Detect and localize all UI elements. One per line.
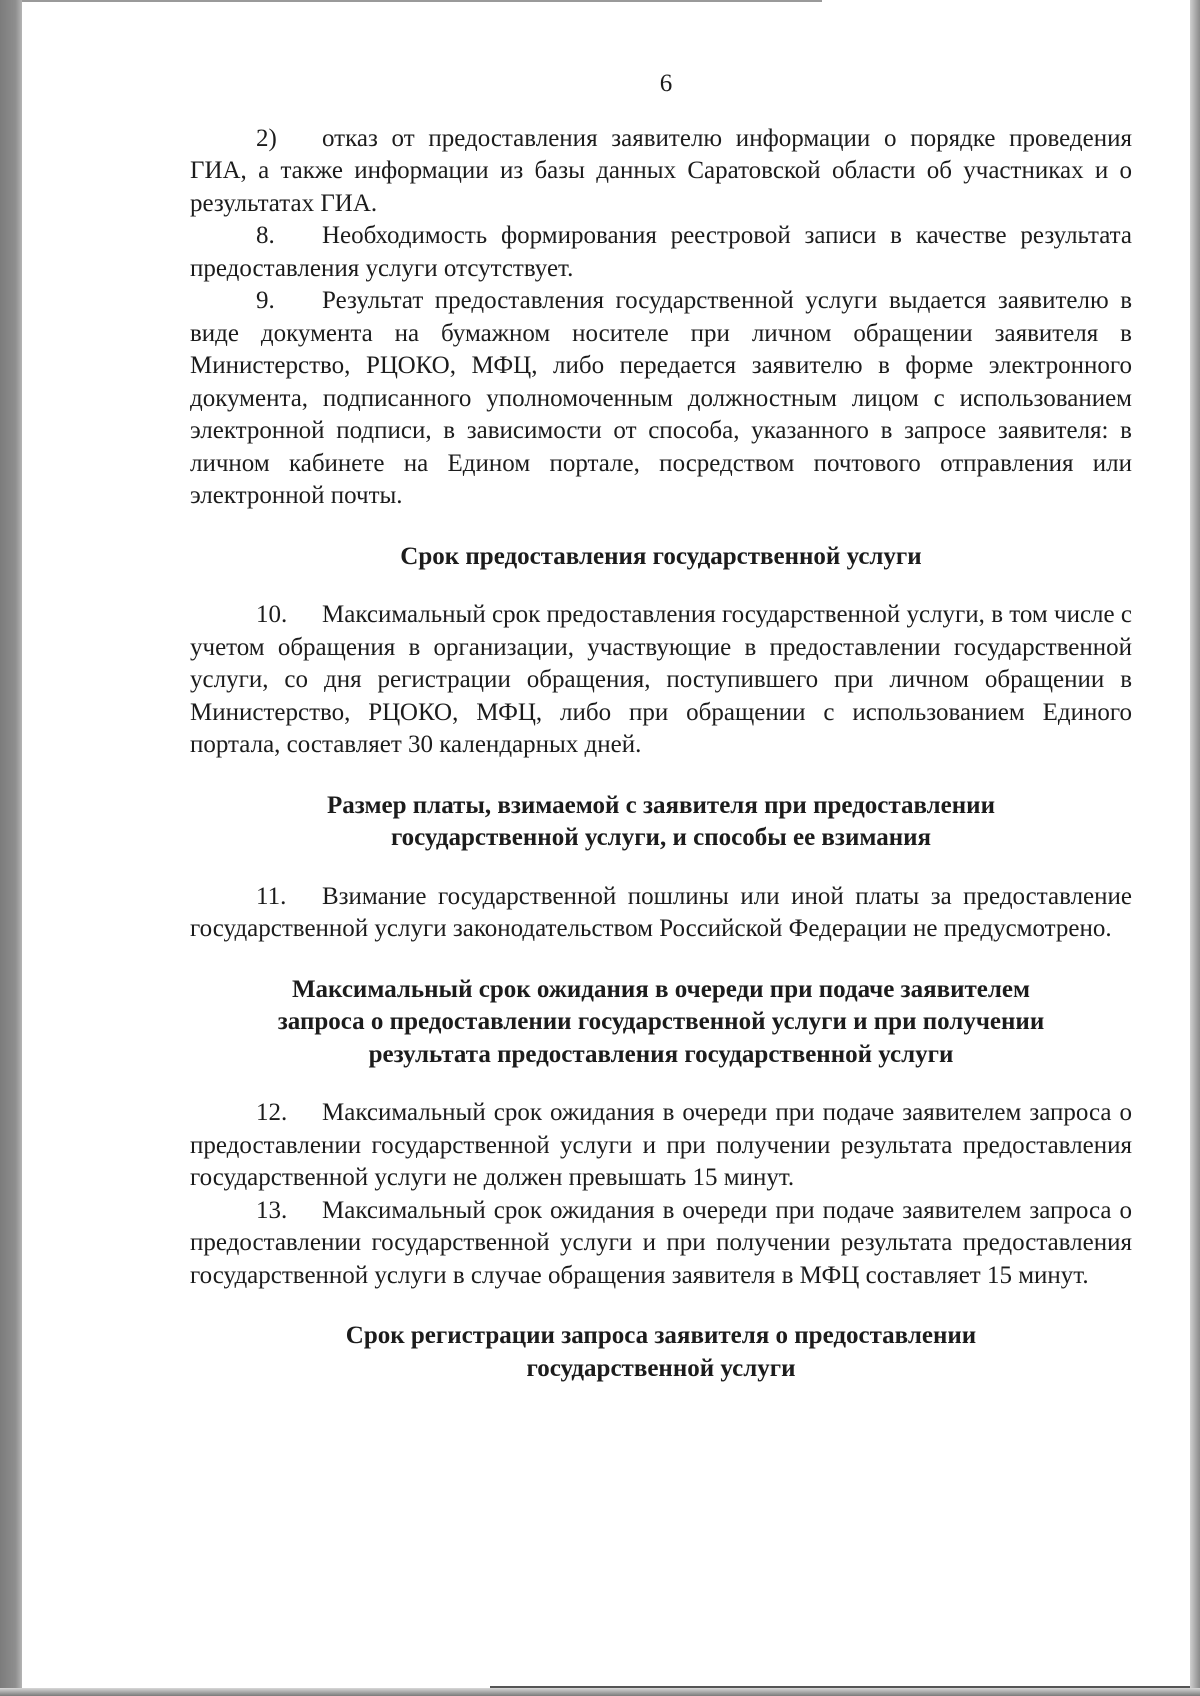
- paragraph-text: Максимальный срок предоставления государственной услуги, в том числе с учетом обращения в организации, участвующие в предоставлении государственной услуги, со дня регистрации обращения, поступившего при личном обращении в Министерство, РЦОКО, МФЦ, либо при обращении с использованием Единого портала, составляет 30 календарных дней.: [190, 601, 1132, 758]
- heading-line: результата предоставления государственной услуги: [368, 1040, 954, 1068]
- heading-line: Размер платы, взимаемой с заявителя при предоставлении: [327, 791, 995, 819]
- section-heading-term: [190, 541, 1132, 574]
- paragraph-10: [190, 599, 1132, 762]
- paragraph-number: 13.: [256, 1196, 288, 1224]
- paragraph-11: [190, 881, 1132, 946]
- scan-bottom-edge: [0, 1688, 1200, 1696]
- paragraph-13: [190, 1195, 1132, 1293]
- document-body: [190, 68, 1132, 1385]
- heading-line: государственной услуги: [526, 1354, 796, 1382]
- paragraph-number: 8.: [256, 222, 275, 249]
- paragraph-8: [190, 220, 1132, 285]
- paragraph-text: Необходимость формирования реестровой записи в качестве результата предоставления услуги отсутствует.: [190, 222, 1132, 282]
- heading-line: Срок регистрации запроса заявителя о предоставлении: [345, 1322, 977, 1349]
- section-heading-fee: [190, 790, 1132, 855]
- section-heading-queue: [190, 974, 1132, 1072]
- paragraph-number: 12.: [256, 1099, 288, 1126]
- paragraph-number: 9.: [256, 287, 275, 314]
- scan-right-edge: [1190, 0, 1200, 1696]
- paragraph-text: отказ от предоставления заявителю информации о порядке проведения ГИА, а также информации из базы данных Саратовской области об участниках и о результатах ГИА.: [190, 124, 1132, 217]
- page-number: 6: [659, 70, 673, 97]
- paragraph-text: Результат предоставления государственной услуги выдается заявителю в виде документа на бумажном носителе при личном обращении заявителя в Министерство, РЦОКО, МФЦ, либо передается заявителю в форме электронного документа, подписанного уполномоченным должностным лицом с использованием электронной подписи, в зависимости от способа, указанного в запросе заявителя: в личном кабинете на Едином портале, посредством почтового отправления или электронной почты.: [190, 287, 1132, 509]
- paragraph-2: [190, 123, 1132, 221]
- paragraph-text: Взимание государственной пошлины или иной платы за предоставление государственной услуги законодательством Российской Федерации не предусмотрено.: [190, 882, 1132, 942]
- paragraph-9: [190, 285, 1132, 513]
- heading-line: государственной услуги, и способы ее взимания: [390, 824, 932, 851]
- paragraph-12: [190, 1097, 1132, 1195]
- paragraph-number: 10.: [256, 601, 288, 628]
- scan-top-edge: [22, 0, 822, 2]
- heading-line: запроса о предоставлении государственной услуги и при получении: [277, 1008, 1045, 1035]
- paragraph-number: 11.: [256, 882, 287, 910]
- paragraph-text: Максимальный срок ожидания в очереди при подаче заявителем запроса о предоставлении государственной услуги и при получении результата предоставления государственной услуги не должен превышать 15 минут.: [190, 1099, 1132, 1191]
- paragraph-number: 2): [256, 124, 277, 152]
- heading-line: Максимальный срок ожидания в очереди при подаче заявителем: [291, 975, 1031, 1003]
- section-heading-registration: [190, 1320, 1132, 1385]
- scan-left-edge: [0, 0, 22, 1696]
- heading-line: Срок предоставления государственной услуги: [400, 542, 922, 570]
- paragraph-text: Максимальный срок ожидания в очереди при подаче заявителем запроса о предоставлении государственной услуги и при получении результата предоставления государственной услуги в случае обращения заявителя в МФЦ составляет 15 минут.: [190, 1196, 1132, 1289]
